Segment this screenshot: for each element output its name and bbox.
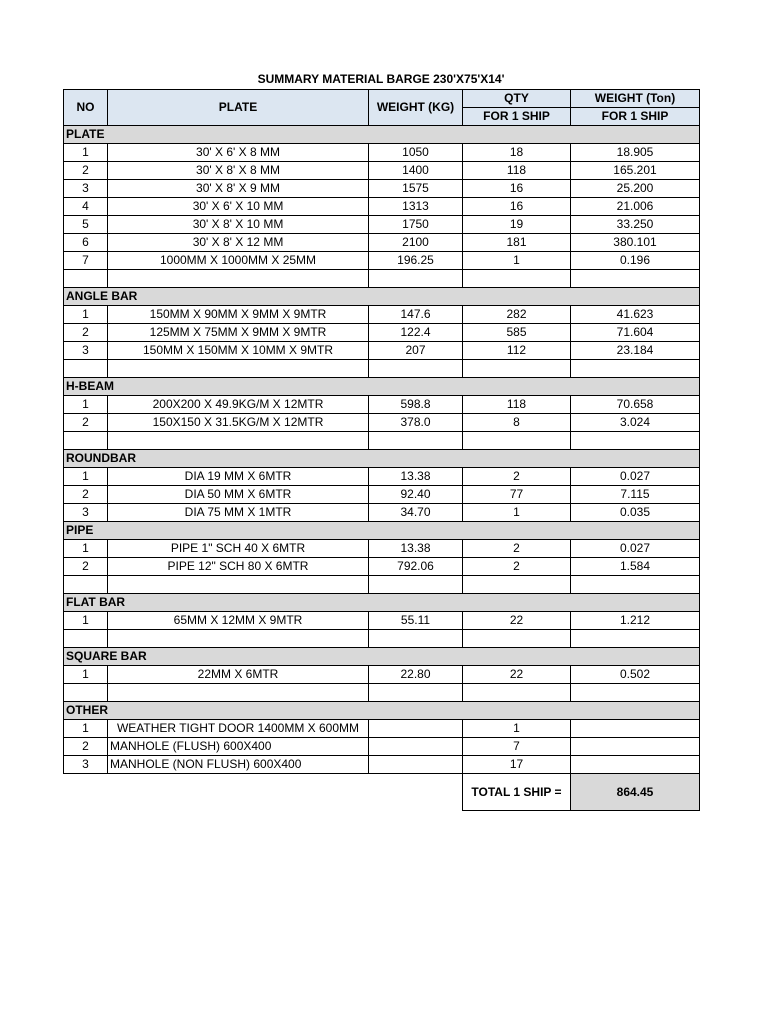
row-no: 2 xyxy=(64,486,108,504)
section-name: SQUARE BAR xyxy=(64,648,700,666)
table-row xyxy=(64,144,700,162)
row-qty: 17 xyxy=(463,756,571,774)
row-no: 1 xyxy=(64,468,108,486)
section-header-row xyxy=(64,288,700,306)
section-header-row xyxy=(64,450,700,468)
section-name: PIPE xyxy=(64,522,700,540)
row-description: 150MM X 90MM X 9MM X 9MTR xyxy=(108,306,369,324)
row-weight-ton xyxy=(571,720,700,738)
table-row xyxy=(64,432,700,450)
row-qty: 1 xyxy=(463,504,571,522)
row-description: MANHOLE (FLUSH) 600X400 xyxy=(108,738,369,756)
table-row xyxy=(64,360,700,378)
row-qty: 16 xyxy=(463,198,571,216)
subheader-ton-for-1-ship: FOR 1 SHIP xyxy=(571,108,700,126)
row-description xyxy=(108,432,369,450)
row-weight-ton xyxy=(571,684,700,702)
row-weight-ton: 0.027 xyxy=(571,540,700,558)
subheader-qty-for-1-ship: FOR 1 SHIP xyxy=(463,108,571,126)
row-weight-kg: 598.8 xyxy=(369,396,463,414)
row-weight-kg: 1575 xyxy=(369,180,463,198)
row-qty: 1 xyxy=(463,720,571,738)
row-weight-kg: 92.40 xyxy=(369,486,463,504)
row-qty: 1 xyxy=(463,252,571,270)
table-row xyxy=(64,720,700,738)
section-name: H-BEAM xyxy=(64,378,700,396)
row-no: 5 xyxy=(64,216,108,234)
section-header-row xyxy=(64,126,700,144)
row-description: DIA 19 MM X 6MTR xyxy=(108,468,369,486)
row-weight-ton xyxy=(571,576,700,594)
row-description: 125MM X 75MM X 9MM X 9MTR xyxy=(108,324,369,342)
table-row xyxy=(64,306,700,324)
header-weight-ton: WEIGHT (Ton) xyxy=(571,90,700,108)
row-no xyxy=(64,576,108,594)
row-weight-ton: 1.584 xyxy=(571,558,700,576)
row-weight-ton: 0.196 xyxy=(571,252,700,270)
row-no: 2 xyxy=(64,738,108,756)
row-description: WEATHER TIGHT DOOR 1400MM X 600MM xyxy=(108,720,369,738)
row-description: PIPE 1" SCH 40 X 6MTR xyxy=(108,540,369,558)
row-weight-kg xyxy=(369,270,463,288)
table-row xyxy=(64,558,700,576)
row-weight-kg: 122.4 xyxy=(369,324,463,342)
total-spacer xyxy=(64,774,463,811)
row-no: 1 xyxy=(64,396,108,414)
row-description: 200X200 X 49.9KG/M X 12MTR xyxy=(108,396,369,414)
row-description: 30' X 8' X 9 MM xyxy=(108,180,369,198)
row-weight-ton: 18.905 xyxy=(571,144,700,162)
table-row xyxy=(64,324,700,342)
table-row xyxy=(64,504,700,522)
row-qty xyxy=(463,684,571,702)
row-weight-ton xyxy=(571,738,700,756)
table-row xyxy=(64,180,700,198)
row-weight-kg: 55.11 xyxy=(369,612,463,630)
row-weight-kg: 792.06 xyxy=(369,558,463,576)
row-weight-kg: 1750 xyxy=(369,216,463,234)
table-row xyxy=(64,540,700,558)
row-weight-kg xyxy=(369,630,463,648)
sheet-title: SUMMARY MATERIAL BARGE 230'X75'X14' xyxy=(257,72,505,86)
section-name: OTHER xyxy=(64,702,700,720)
row-no: 3 xyxy=(64,180,108,198)
row-no xyxy=(64,432,108,450)
row-description: 65MM X 12MM X 9MTR xyxy=(108,612,369,630)
table-row xyxy=(64,396,700,414)
row-qty: 282 xyxy=(463,306,571,324)
row-qty: 22 xyxy=(463,612,571,630)
table-row xyxy=(64,486,700,504)
row-description: 1000MM X 1000MM X 25MM xyxy=(108,252,369,270)
table-row xyxy=(64,216,700,234)
row-no: 3 xyxy=(64,342,108,360)
table-row xyxy=(64,576,700,594)
row-qty: 118 xyxy=(463,396,571,414)
row-qty: 585 xyxy=(463,324,571,342)
total-value: 864.45 xyxy=(571,774,700,811)
header-plate: PLATE xyxy=(108,90,369,126)
row-qty: 2 xyxy=(463,540,571,558)
row-no: 2 xyxy=(64,162,108,180)
row-weight-kg: 1400 xyxy=(369,162,463,180)
section-name: FLAT BAR xyxy=(64,594,700,612)
row-weight-kg xyxy=(369,360,463,378)
row-weight-kg: 13.38 xyxy=(369,468,463,486)
row-weight-ton: 70.658 xyxy=(571,396,700,414)
row-weight-kg xyxy=(369,576,463,594)
row-weight-kg: 34.70 xyxy=(369,504,463,522)
row-description xyxy=(108,630,369,648)
table-row xyxy=(64,666,700,684)
row-weight-ton: 33.250 xyxy=(571,216,700,234)
table-row xyxy=(64,684,700,702)
material-table xyxy=(63,89,700,811)
row-weight-ton: 23.184 xyxy=(571,342,700,360)
row-description: 30' X 8' X 10 MM xyxy=(108,216,369,234)
row-weight-ton: 1.212 xyxy=(571,612,700,630)
row-no: 7 xyxy=(64,252,108,270)
row-weight-kg xyxy=(369,738,463,756)
row-weight-kg: 196.25 xyxy=(369,252,463,270)
row-qty: 181 xyxy=(463,234,571,252)
row-no: 1 xyxy=(64,306,108,324)
row-weight-kg: 22.80 xyxy=(369,666,463,684)
table-row xyxy=(64,162,700,180)
row-weight-ton: 25.200 xyxy=(571,180,700,198)
table-row xyxy=(64,252,700,270)
section-name: ANGLE BAR xyxy=(64,288,700,306)
row-qty: 7 xyxy=(463,738,571,756)
row-weight-kg xyxy=(369,432,463,450)
row-description: 30' X 8' X 8 MM xyxy=(108,162,369,180)
row-weight-kg: 147.6 xyxy=(369,306,463,324)
table-row xyxy=(64,270,700,288)
row-weight-ton: 0.502 xyxy=(571,666,700,684)
total-row xyxy=(64,774,700,811)
table-row xyxy=(64,468,700,486)
header-no: NO xyxy=(64,90,108,126)
header-qty: QTY xyxy=(463,90,571,108)
table-row xyxy=(64,414,700,432)
row-qty: 22 xyxy=(463,666,571,684)
table-row xyxy=(64,756,700,774)
row-weight-kg: 1313 xyxy=(369,198,463,216)
row-weight-ton: 0.035 xyxy=(571,504,700,522)
row-qty: 118 xyxy=(463,162,571,180)
row-weight-kg xyxy=(369,684,463,702)
row-qty: 77 xyxy=(463,486,571,504)
row-weight-ton: 165.201 xyxy=(571,162,700,180)
row-no: 6 xyxy=(64,234,108,252)
row-no: 3 xyxy=(64,756,108,774)
row-no: 2 xyxy=(64,558,108,576)
row-weight-kg: 1050 xyxy=(369,144,463,162)
row-description xyxy=(108,576,369,594)
row-no xyxy=(64,684,108,702)
row-no: 2 xyxy=(64,324,108,342)
table-row xyxy=(64,630,700,648)
row-weight-kg xyxy=(369,720,463,738)
total-label: TOTAL 1 SHIP = xyxy=(463,774,571,811)
row-weight-ton: 7.115 xyxy=(571,486,700,504)
header-row xyxy=(64,90,700,108)
row-no: 1 xyxy=(64,612,108,630)
row-no xyxy=(64,270,108,288)
row-weight-ton: 0.027 xyxy=(571,468,700,486)
row-qty: 8 xyxy=(463,414,571,432)
row-description: 150X150 X 31.5KG/M X 12MTR xyxy=(108,414,369,432)
row-description: 30' X 6' X 8 MM xyxy=(108,144,369,162)
row-description: DIA 50 MM X 6MTR xyxy=(108,486,369,504)
row-weight-kg: 207 xyxy=(369,342,463,360)
row-no: 1 xyxy=(64,540,108,558)
table-row xyxy=(64,612,700,630)
row-description: PIPE 12" SCH 80 X 6MTR xyxy=(108,558,369,576)
row-weight-ton: 21.006 xyxy=(571,198,700,216)
row-description: 30' X 8' X 12 MM xyxy=(108,234,369,252)
row-weight-ton xyxy=(571,432,700,450)
row-weight-ton: 3.024 xyxy=(571,414,700,432)
row-no: 1 xyxy=(64,144,108,162)
row-weight-kg: 13.38 xyxy=(369,540,463,558)
row-weight-ton: 41.623 xyxy=(571,306,700,324)
row-no: 1 xyxy=(64,720,108,738)
row-weight-ton: 380.101 xyxy=(571,234,700,252)
row-weight-ton: 71.604 xyxy=(571,324,700,342)
summary-sheet xyxy=(63,70,699,811)
row-no: 3 xyxy=(64,504,108,522)
section-name: PLATE xyxy=(64,126,700,144)
row-weight-kg xyxy=(369,756,463,774)
row-qty xyxy=(463,576,571,594)
section-header-row xyxy=(64,594,700,612)
row-weight-ton xyxy=(571,270,700,288)
row-no: 2 xyxy=(64,414,108,432)
table-row xyxy=(64,234,700,252)
table-row xyxy=(64,342,700,360)
row-no: 1 xyxy=(64,666,108,684)
row-description xyxy=(108,270,369,288)
section-header-row xyxy=(64,378,700,396)
row-description: MANHOLE (NON FLUSH) 600X400 xyxy=(108,756,369,774)
row-qty xyxy=(463,432,571,450)
section-header-row xyxy=(64,702,700,720)
section-header-row xyxy=(64,648,700,666)
table-row xyxy=(64,738,700,756)
row-description: DIA 75 MM X 1MTR xyxy=(108,504,369,522)
section-header-row xyxy=(64,522,700,540)
header-weight-kg: WEIGHT (KG) xyxy=(369,90,463,126)
row-no: 4 xyxy=(64,198,108,216)
row-description xyxy=(108,360,369,378)
section-name: ROUNDBAR xyxy=(64,450,700,468)
row-description xyxy=(108,684,369,702)
row-description: 150MM X 150MM X 10MM X 9MTR xyxy=(108,342,369,360)
row-weight-ton xyxy=(571,630,700,648)
row-weight-kg: 378.0 xyxy=(369,414,463,432)
row-qty: 2 xyxy=(463,468,571,486)
table-row xyxy=(64,198,700,216)
row-no xyxy=(64,630,108,648)
row-weight-kg: 2100 xyxy=(369,234,463,252)
row-qty: 16 xyxy=(463,180,571,198)
row-qty: 112 xyxy=(463,342,571,360)
row-qty: 19 xyxy=(463,216,571,234)
row-qty xyxy=(463,270,571,288)
row-weight-ton xyxy=(571,360,700,378)
row-qty: 2 xyxy=(463,558,571,576)
row-qty: 18 xyxy=(463,144,571,162)
row-weight-ton xyxy=(571,756,700,774)
row-qty xyxy=(463,360,571,378)
row-qty xyxy=(463,630,571,648)
row-no xyxy=(64,360,108,378)
row-description: 30' X 6' X 10 MM xyxy=(108,198,369,216)
row-description: 22MM X 6MTR xyxy=(108,666,369,684)
